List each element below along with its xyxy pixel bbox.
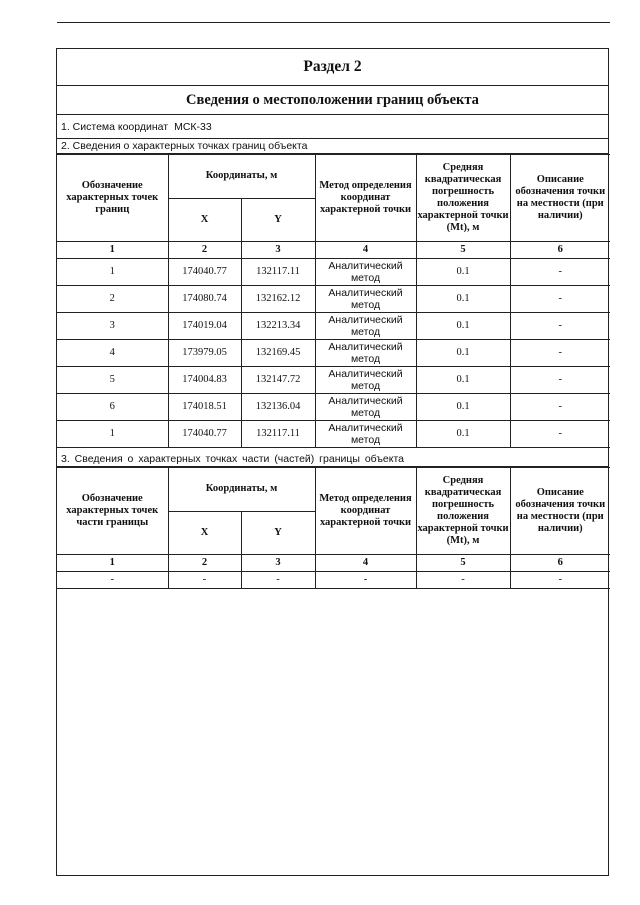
description-cell: - <box>510 367 610 394</box>
point-id: 6 <box>57 394 168 421</box>
column-number: 3 <box>241 242 315 259</box>
column-number: 6 <box>510 555 610 572</box>
header-coordinates: Координаты, м <box>168 155 315 199</box>
method-cell: Аналитический метод <box>315 421 416 448</box>
part-points-table <box>57 467 610 589</box>
method-cell: Аналитический метод <box>315 394 416 421</box>
header-description: Описание обозначения точки на местности (при наличии) <box>510 155 610 242</box>
coord-y: 132162.12 <box>241 286 315 313</box>
table-row <box>57 394 610 421</box>
description-cell: - <box>510 572 610 589</box>
coord-y: 132169.45 <box>241 340 315 367</box>
table-row <box>57 259 610 286</box>
point-id: 2 <box>57 286 168 313</box>
column-number-row <box>57 242 610 259</box>
error-cell: 0.1 <box>416 367 510 394</box>
description-cell: - <box>510 286 610 313</box>
column-number: 1 <box>57 242 168 259</box>
coord-x: - <box>168 572 241 589</box>
document-frame <box>56 48 609 876</box>
description-cell: - <box>510 259 610 286</box>
header-method: Метод определения координат характерной точки <box>315 468 416 555</box>
coordinate-system-value: МСК-33 <box>174 120 212 133</box>
method-cell: Аналитический метод <box>315 367 416 394</box>
error-cell: 0.1 <box>416 394 510 421</box>
method-cell: Аналитический метод <box>315 313 416 340</box>
table-row <box>57 572 610 589</box>
coord-y: 132147.72 <box>241 367 315 394</box>
method-cell: - <box>315 572 416 589</box>
table-row <box>57 286 610 313</box>
header-designation-part: Обозначение характерных точек части границы <box>57 468 168 555</box>
point-id: 4 <box>57 340 168 367</box>
coord-x: 174040.77 <box>168 421 241 448</box>
table-row <box>57 340 610 367</box>
description-cell: - <box>510 340 610 367</box>
table-row <box>57 421 610 448</box>
coord-y: 132136.04 <box>241 394 315 421</box>
point-id: 1 <box>57 421 168 448</box>
column-number: 5 <box>416 242 510 259</box>
error-cell: 0.1 <box>416 313 510 340</box>
column-number: 5 <box>416 555 510 572</box>
boundary-points-heading: 2. Сведения о характерных точках границ объекта <box>57 139 608 154</box>
coord-x: 174018.51 <box>168 394 241 421</box>
coord-y: - <box>241 572 315 589</box>
coord-x: 174040.77 <box>168 259 241 286</box>
top-rule <box>57 22 610 23</box>
point-id: 3 <box>57 313 168 340</box>
column-number-row <box>57 555 610 572</box>
point-id: 5 <box>57 367 168 394</box>
method-cell: Аналитический метод <box>315 340 416 367</box>
coord-x: 174019.04 <box>168 313 241 340</box>
header-designation: Обозначение характерных точек границ <box>57 155 168 242</box>
column-number: 6 <box>510 242 610 259</box>
column-number: 2 <box>168 242 241 259</box>
description-cell: - <box>510 394 610 421</box>
description-cell: - <box>510 421 610 448</box>
header-coordinates: Координаты, м <box>168 468 315 512</box>
method-cell: Аналитический метод <box>315 286 416 313</box>
column-number: 3 <box>241 555 315 572</box>
method-cell: Аналитический метод <box>315 259 416 286</box>
point-id: - <box>57 572 168 589</box>
table-row <box>57 313 610 340</box>
column-number: 2 <box>168 555 241 572</box>
error-cell: 0.1 <box>416 286 510 313</box>
coord-x: 174004.83 <box>168 367 241 394</box>
error-cell: 0.1 <box>416 421 510 448</box>
header-x: X <box>168 199 241 242</box>
boundary-points-table <box>57 154 610 448</box>
part-points-heading: 3. Сведения о характерных точках части (частей) границы объекта <box>57 452 608 467</box>
column-number: 4 <box>315 555 416 572</box>
document-title: Сведения о местоположении границ объекта <box>57 86 608 115</box>
header-y: Y <box>241 199 315 242</box>
header-method: Метод определения координат характерной точки <box>315 155 416 242</box>
section-title: Раздел 2 <box>57 49 608 86</box>
header-description: Описание обозначения точки на местности (при наличии) <box>510 468 610 555</box>
header-error: Средняя квадратическая погрешность положения характерной точки (Mt), м <box>416 468 510 555</box>
coord-x: 173979.05 <box>168 340 241 367</box>
column-number: 4 <box>315 242 416 259</box>
coord-x: 174080.74 <box>168 286 241 313</box>
error-cell: - <box>416 572 510 589</box>
header-error: Средняя квадратическая погрешность положения характерной точки (Mt), м <box>416 155 510 242</box>
table-row <box>57 367 610 394</box>
header-y: Y <box>241 512 315 555</box>
coord-y: 132213.34 <box>241 313 315 340</box>
coordinate-system-label: 1. Система координат <box>61 120 169 133</box>
description-cell: - <box>510 313 610 340</box>
coordinate-system-line <box>57 115 608 139</box>
point-id: 1 <box>57 259 168 286</box>
coord-y: 132117.11 <box>241 421 315 448</box>
error-cell: 0.1 <box>416 340 510 367</box>
coord-y: 132117.11 <box>241 259 315 286</box>
header-x: X <box>168 512 241 555</box>
column-number: 1 <box>57 555 168 572</box>
error-cell: 0.1 <box>416 259 510 286</box>
